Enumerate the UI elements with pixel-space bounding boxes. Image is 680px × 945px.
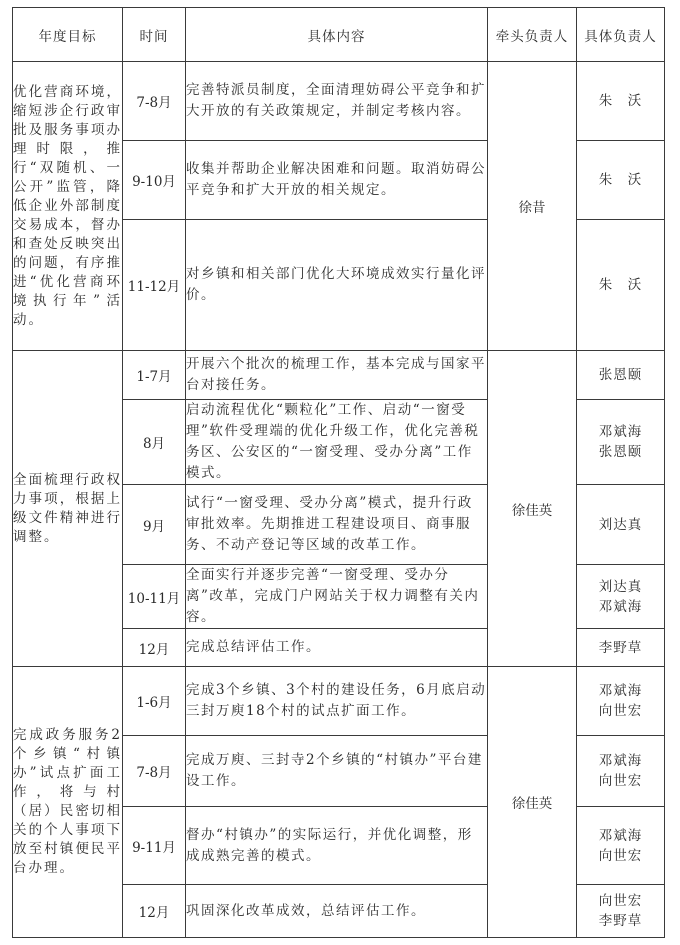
goal-cell: 优化营商环境，缩短涉企行政审批及服务事项办理时限，推行“双随机、一公开”监管，降低企业外部制度交易成本，督办和查处反映突出的问题，有序推进“优化营商环境执行年”活动。: [13, 62, 123, 351]
owner-name: 朱 沃: [598, 277, 643, 293]
owner-name: 朱 沃: [598, 93, 643, 109]
owner-cell: [577, 400, 665, 485]
owner-name: 邓斌海: [598, 424, 643, 440]
time-cell: 9-10月: [123, 141, 186, 220]
owner-name: 朱 沃: [598, 172, 643, 188]
owner-name: 向世宏: [598, 893, 643, 909]
content-cell: 完成总结评估工作。: [186, 629, 488, 667]
owner-name: 李野草: [598, 913, 643, 929]
time-cell: 12月: [123, 629, 186, 667]
time-cell: 7-8月: [123, 736, 186, 807]
table-row: [13, 62, 665, 141]
time-cell: 10-11月: [123, 565, 186, 629]
owner-cell: [577, 220, 665, 351]
content-cell: 完成万庾、三封寺2个乡镇的“村镇办”平台建设工作。: [186, 736, 488, 807]
owner-name: 邓斌海: [598, 598, 643, 615]
owner-cell: [577, 62, 665, 141]
owner-cell: [577, 351, 665, 400]
content-cell: 完成3个乡镇、3个村的建设任务，6月底启动三封万庾18个村的试点扩面工作。: [186, 667, 488, 736]
content-cell: 收集并帮助企业解决困难和问题。取消妨碍公平竞争和扩大开放的相关规定。: [186, 141, 488, 220]
time-cell: 9月: [123, 485, 186, 565]
content-cell: 督办“村镇办”的实际运行，并优化调整，形成成熟完善的模式。: [186, 807, 488, 885]
owner-name: 张恩颐: [598, 444, 643, 460]
header-goal: 年度目标: [13, 8, 123, 62]
owner-cell: [577, 807, 665, 885]
time-cell: 12月: [123, 885, 186, 938]
content-cell: 全面实行并逐步完善“一窗受理、受办分离”改革，完成门户网站关于权力调整有关内容。: [186, 565, 488, 629]
header-time: 时间: [123, 8, 186, 62]
goal-cell: 完成政务服务2个乡镇“村镇办”试点扩面工作，将与村（居）民密切相关的个人事项下放至村镇便民平台办理。: [13, 667, 123, 938]
owner-name: 张恩颐: [598, 367, 643, 383]
content-cell: 完善特派员制度，全面清理妨碍公平竞争和扩大开放的有关政策规定，并制定考核内容。: [186, 62, 488, 141]
table-row: [13, 351, 665, 400]
header-owner: 具体负责人: [577, 8, 665, 62]
owner-cell: [577, 667, 665, 736]
owner-name: 邓斌海: [598, 753, 643, 769]
time-cell: 7-8月: [123, 62, 186, 141]
owner-cell: [577, 885, 665, 938]
owner-cell: [577, 629, 665, 667]
time-cell: 8月: [123, 400, 186, 485]
time-cell: 11-12月: [123, 220, 186, 351]
lead-cell: 徐佳英: [488, 351, 577, 667]
owner-name: 邓斌海: [598, 683, 643, 699]
owner-name: 刘达真: [598, 578, 643, 595]
content-cell: 启动流程优化“颗粒化”工作、启动“一窗受理”软件受理端的优化升级工作，优化完善税务区、公安区的“一窗受理、受办分离”工作模式。: [186, 400, 488, 485]
work-plan-table: [12, 7, 665, 938]
owner-name: 李野草: [598, 639, 643, 656]
owner-cell: [577, 565, 665, 629]
table-row: [13, 667, 665, 736]
header-row: [13, 8, 665, 62]
header-content: 具体内容: [186, 8, 488, 62]
lead-cell: 徐昔: [488, 62, 577, 351]
content-cell: 巩固深化改革成效，总结评估工作。: [186, 885, 488, 938]
content-cell: 对乡镇和相关部门优化大环境成效实行量化评价。: [186, 220, 488, 351]
owner-name: 向世宏: [598, 847, 643, 864]
time-cell: 1-6月: [123, 667, 186, 736]
content-cell: 试行“一窗受理、受办分离”模式，提升行政审批效率。先期推进工程建设项目、商事服务、不动产登记等区域的改革工作。: [186, 485, 488, 565]
owner-name: 向世宏: [598, 703, 643, 719]
owner-cell: [577, 485, 665, 565]
header-lead: 牵头负责人: [488, 8, 577, 62]
owner-name: 向世宏: [598, 773, 643, 789]
time-cell: 1-7月: [123, 351, 186, 400]
lead-cell: 徐佳英: [488, 667, 577, 938]
owner-name: 邓斌海: [598, 827, 643, 844]
content-cell: 开展六个批次的梳理工作，基本完成与国家平台对接任务。: [186, 351, 488, 400]
owner-name: 刘达真: [598, 516, 643, 533]
time-cell: 9-11月: [123, 807, 186, 885]
owner-cell: [577, 736, 665, 807]
owner-cell: [577, 141, 665, 220]
goal-cell: 全面梳理行政权力事项，根据上级文件精神进行调整。: [13, 351, 123, 667]
